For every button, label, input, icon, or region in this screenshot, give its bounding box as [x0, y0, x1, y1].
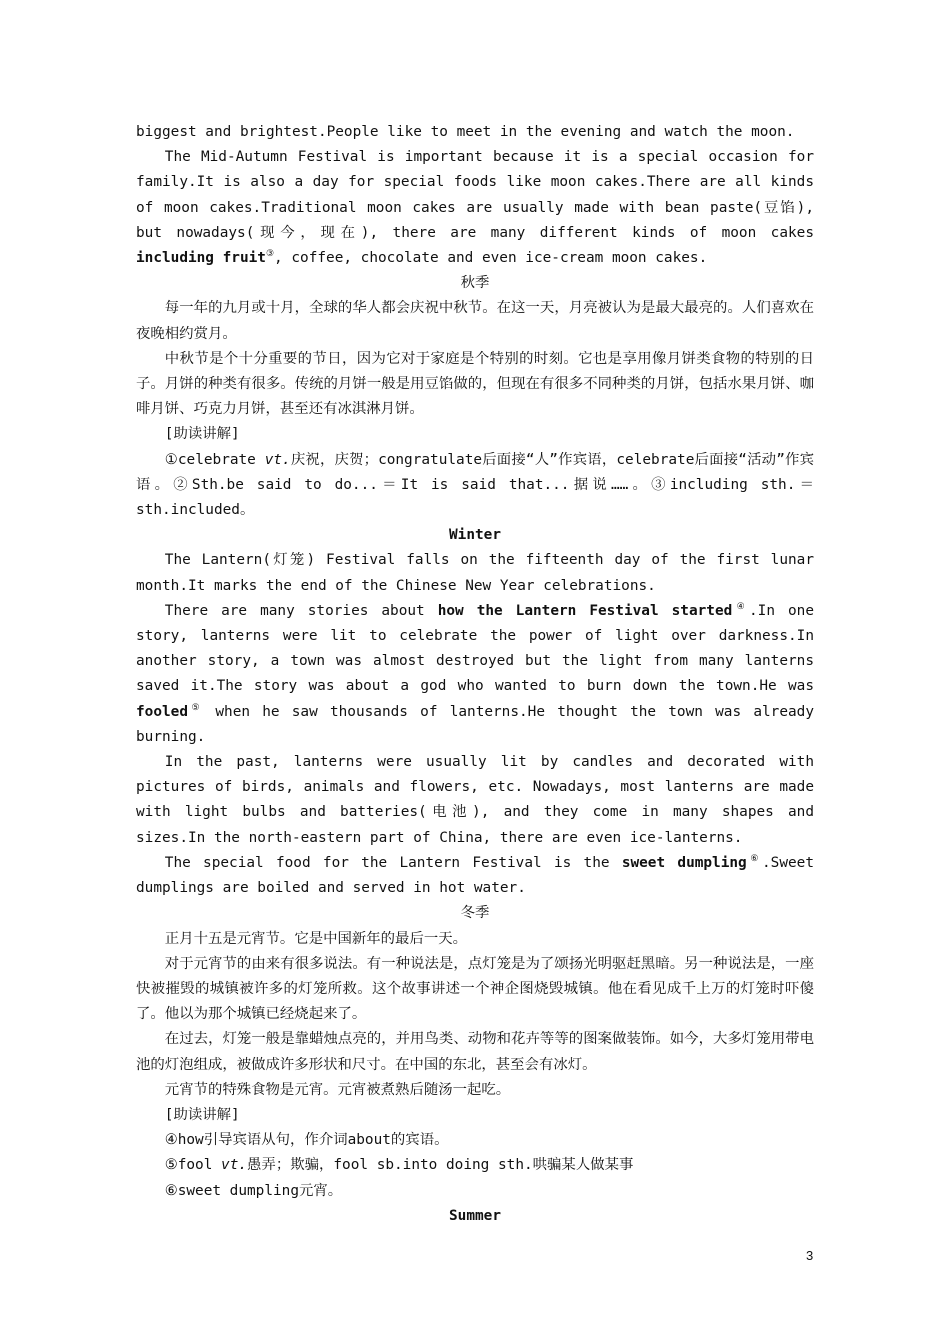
note-item: ⑤fool vt.愚弄；欺骗，fool sb.into doing sth.哄骗某人做某事: [164, 1157, 634, 1174]
section-heading: Summer: [449, 1207, 501, 1224]
english-paragraph: The special food for the Lantern Festival is the sweet dumpling⑥.Sweet dumplings are boiled and served in hot water.: [136, 854, 814, 897]
note-item: ⑥sweet dumpling元宵。: [164, 1182, 343, 1199]
notes-label: [助读讲解]: [164, 1106, 240, 1123]
english-paragraph: There are many stories about how the Lantern Festival started④.In one story, lanterns were lit to celebrate the power of light over darkness.In another story, a town was almost destroyed but the light from many lanterns saved it.The story was about a god who wanted to burn down the town.He was fooled⑤ when he saw thousands of lanterns.He thought the town was already burning.: [136, 602, 814, 745]
page-number: 3: [806, 1248, 814, 1263]
english-paragraph: In the past, lanterns were usually lit by candles and decorated with pictures of birds, animals and flowers, etc. Nowadays, most lanterns are made with light bulbs and batteries(电池), and they come in many shapes and sizes.In the north-eastern part of China, there are even ice-lanterns.: [136, 754, 814, 846]
notes-label: [助读讲解]: [164, 426, 240, 443]
chinese-paragraph: 每一年的九月或十月，全球的华人都会庆祝中秋节。在这一天，月亮被认为是最大最亮的。人们喜欢在夜晚相约赏月。: [136, 300, 814, 342]
article-body: [136, 120, 814, 1229]
section-heading-cn: 秋季: [460, 275, 490, 292]
section-heading: Winter: [449, 527, 501, 544]
english-paragraph: The Mid-Autumn Festival is important because it is a special occasion for family.It is also a day for special foods like moon cakes.There are all kinds of moon cakes.Traditional moon cakes are usually made with bean paste(豆馅), but nowadays(现今，现在), there are many different kinds of moon cakes including fruit③, coffee, chocolate and even ice-cream moon cakes.: [136, 149, 814, 267]
section-heading-cn: 冬季: [460, 905, 490, 922]
chinese-paragraph: 在过去，灯笼一般是靠蜡烛点亮的，并用鸟类、动物和花卉等等的图案做装饰。如今，大多灯笼用带电池的灯泡组成，被做成许多形状和尺寸。在中国的东北，甚至会有冰灯。: [136, 1031, 814, 1073]
chinese-paragraph: 正月十五是元宵节。它是中国新年的最后一天。: [164, 930, 468, 947]
footnote-mark: ④: [732, 602, 749, 613]
key-phrase: how the Lantern Festival started: [437, 602, 733, 619]
chinese-paragraph: 对于元宵节的由来有很多说法。有一种说法是，点灯笼是为了颂扬光明驱赶黑暗。另一种说法是，一座快被摧毁的城镇被许多的灯笼所救。这个故事讲述一个神企图烧毁城镇。他在看见成千上万的灯笼时吓傻了。他以为那个城镇已经烧起来了。: [136, 955, 814, 1023]
note-item: ④how引导宾语从句，作介词about的宾语。: [164, 1132, 449, 1149]
footnote-mark: ⑤: [187, 702, 204, 713]
footnote-mark: ③: [265, 249, 275, 260]
key-phrase: fooled: [136, 703, 188, 720]
chinese-paragraph: 元宵节的特殊食物是元宵。元宵被煮熟后随汤一起吃。: [164, 1081, 511, 1098]
english-paragraph: The Lantern(灯笼) Festival falls on the fifteenth day of the first lunar month.It marks the end of the Chinese New Year celebrations.: [136, 552, 814, 594]
chinese-paragraph: 中秋节是个十分重要的节日，因为它对于家庭是个特别的时刻。它也是享用像月饼类食物的特别的日子。月饼的种类有很多。传统的月饼一般是用豆馅做的，但现在有很多不同种类的月饼，包括水果月饼、咖啡月饼、巧克力月饼，甚至还有冰淇淋月饼。: [136, 350, 814, 418]
english-paragraph: biggest and brightest.People like to meet in the evening and watch the moon.: [136, 124, 795, 140]
key-phrase: sweet dumpling: [621, 854, 747, 871]
notes-paragraph: ①celebrate vt.庆祝，庆贺；congratulate后面接“人”作宾语，celebrate后面接“活动”作宾语。②Sth.be said to do...＝It is said that...据说……。③including sth.＝sth.included。: [136, 451, 814, 519]
footnote-mark: ⑥: [746, 854, 763, 865]
key-phrase: including fruit: [136, 250, 266, 267]
